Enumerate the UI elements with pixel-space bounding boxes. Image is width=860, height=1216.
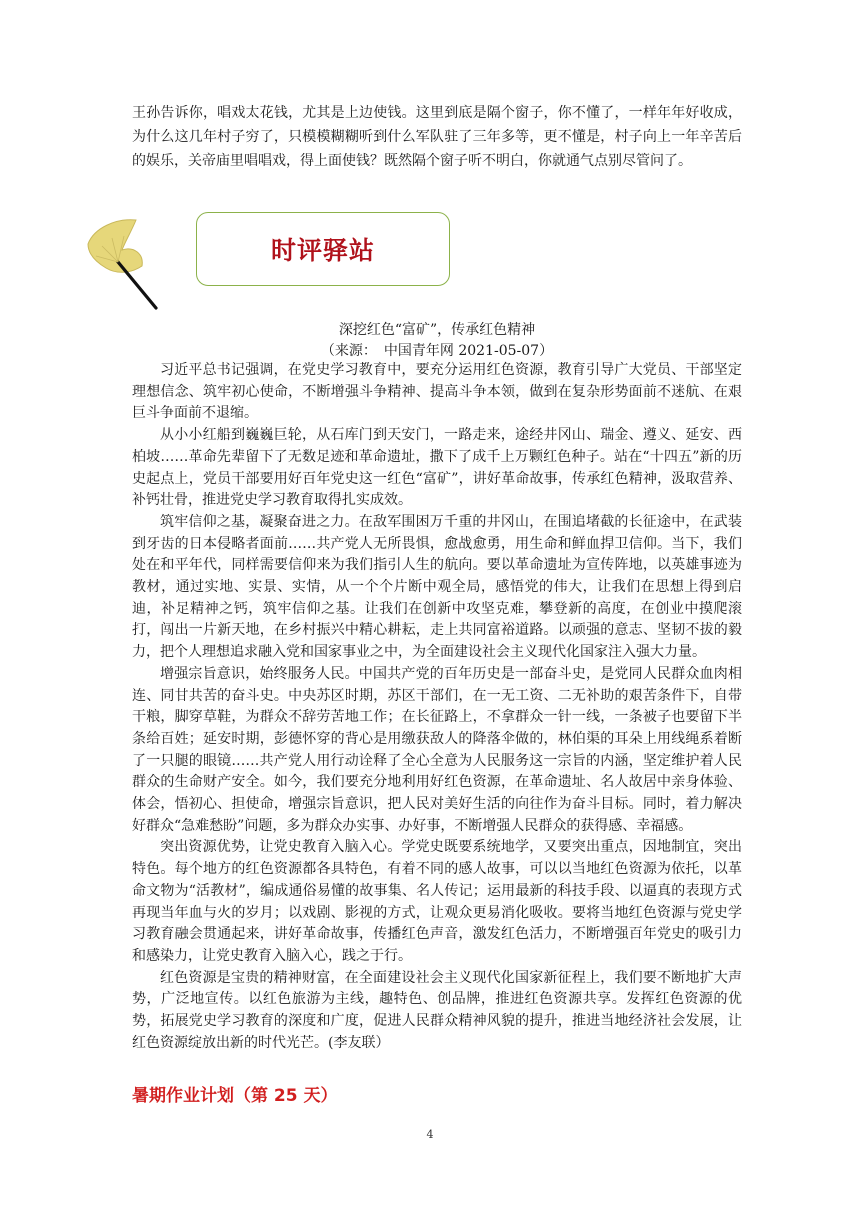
article-paragraph: 增强宗旨意识，始终服务人民。中国共产党的百年历史是一部奋斗史，是党同人民群众血肉相连、同甘共苦的奋斗史。中央苏区时期，苏区干部们，在一无工资、二无补助的艰苦条件下，自带干粮，脚穿草鞋，为群众不辞劳苦地工作；在长征路上，不拿群众一针一线，一条被子也要留下半条给百姓；延安时期，彭德怀穿的背心是用缴获敌人的降落伞做的，林伯渠的耳朵上用线绳系着断了一只腿的眼镜……共产党人用行动诠释了全心全意为人民服务这一宗旨的内涵，坚定维护着人民群众的生命财产安全。如今，我们要充分地利用好红色资源，在革命遗址、名人故居中亲身体验、体会，悟初心、担使命，增强宗旨意识，把人民对美好生活的向往作为奋斗目标。同时，着力解决好群众“急难愁盼”问题，多为群众办实事、办好事，不断增强人民群众的获得感、幸福感。 <box>132 665 742 834</box>
section-banner <box>196 212 450 286</box>
intro-paragraph: 王孙告诉你，唱戏太花钱，尤其是上边使钱。这里到底是隔个窗子，你不懂了，一样年年好收成，为什么这几年村子穷了，只模模糊糊听到什么军队驻了三年多等，更不懂是，村子向上一年辛苦后的娱乐，关帝庙里唱唱戏，得上面使钱？既然隔个窗子听不明白，你就通气点别尽管问了。 <box>132 105 742 169</box>
article-paragraph: 习近平总书记强调，在党史学习教育中，要充分运用红色资源，教育引导广大党员、干部坚定理想信念、筑牢初心使命，不断增强斗争精神、提高斗争本领，做到在复杂形势面前不迷航、在艰巨斗争面前不退缩。 <box>132 362 742 422</box>
article-title: 深挖红色“富矿”，传承红色精神 <box>338 322 536 338</box>
article-source: （来源： 中国青年网 2021-05-07） <box>320 343 554 359</box>
homework-plan-heading: 暑期作业计划（第 25 天） <box>132 1086 338 1106</box>
section-banner-title: 时评驿站 <box>270 236 375 265</box>
page-number: 4 <box>426 1128 434 1141</box>
article-paragraph: 红色资源是宝贵的精神财富，在全面建设社会主义现代化国家新征程上，我们要不断地扩大声势，广泛地宣传。以红色旅游为主线，趣特色、创品牌，推进红色资源共享。发挥红色资源的优势，拓展党史学习教育的深度和广度，促进人民群众精神风貌的提升，推进当地经济社会发展，让红色资源绽放出新的时代光芒。(李友联） <box>132 969 742 1051</box>
article-paragraph: 突出资源优势，让党史教育入脑入心。学党史既要系统地学，又要突出重点，因地制宜，突出特色。每个地方的红色资源都各具特色，有着不同的感人故事，可以以当地红色资源为依托，以革命文物为“活教材”，编成通俗易懂的故事集、名人传记；运用最新的科技手段、以逼真的表现方式再现当年血与火的岁月；以戏剧、影视的方式，让观众更易消化吸收。要将当地红色资源与党史学习教育融会贯通起来，讲好革命故事，传播红色声音，激发红色活力，不断增强百年党史的吸引力和感染力，让党史教育入脑入心，践之于行。 <box>132 839 742 964</box>
article-body <box>132 360 742 1055</box>
ginkgo-leaf-icon <box>82 216 164 312</box>
article-paragraph: 从小小红船到巍巍巨轮，从石库门到天安门，一路走来，途经井冈山、瑞金、遵义、延安、西柏坡……革命先辈留下了无数足迹和革命遗址，撒下了成千上万颗红色种子。站在“十四五”新的历史起点上，党员干部要用好百年党史这一红色“富矿”，讲好革命故事，传承红色精神，汲取营养、补钙壮骨，推进党史学习教育取得扎实成效。 <box>132 427 742 509</box>
article-paragraph: 筑牢信仰之基，凝聚奋进之力。在敌军围困万千重的井冈山，在围追堵截的长征途中，在武装到牙齿的日本侵略者面前……共产党人无所畏惧，愈战愈勇，用生命和鲜血捍卫信仰。当下，我们处在和平年代，同样需要信仰来为我们指引人生的航向。要以革命遗址为宣传阵地，以英雄事迹为教材，通过实地、实景、实情，从一个个片断中观全局，感悟党的伟大，让我们在思想上得到启迪，补足精神之钙，筑牢信仰之基。让我们在创新中攻坚克难，攀登新的高度，在创业中摸爬滚打，闯出一片新天地，在乡村振兴中精心耕耘，走上共同富裕道路。以顽强的意志、坚韧不拔的毅力，把个人理想追求融入党和国家事业之中，为全面建设社会主义现代化国家注入强大力量。 <box>132 513 742 661</box>
